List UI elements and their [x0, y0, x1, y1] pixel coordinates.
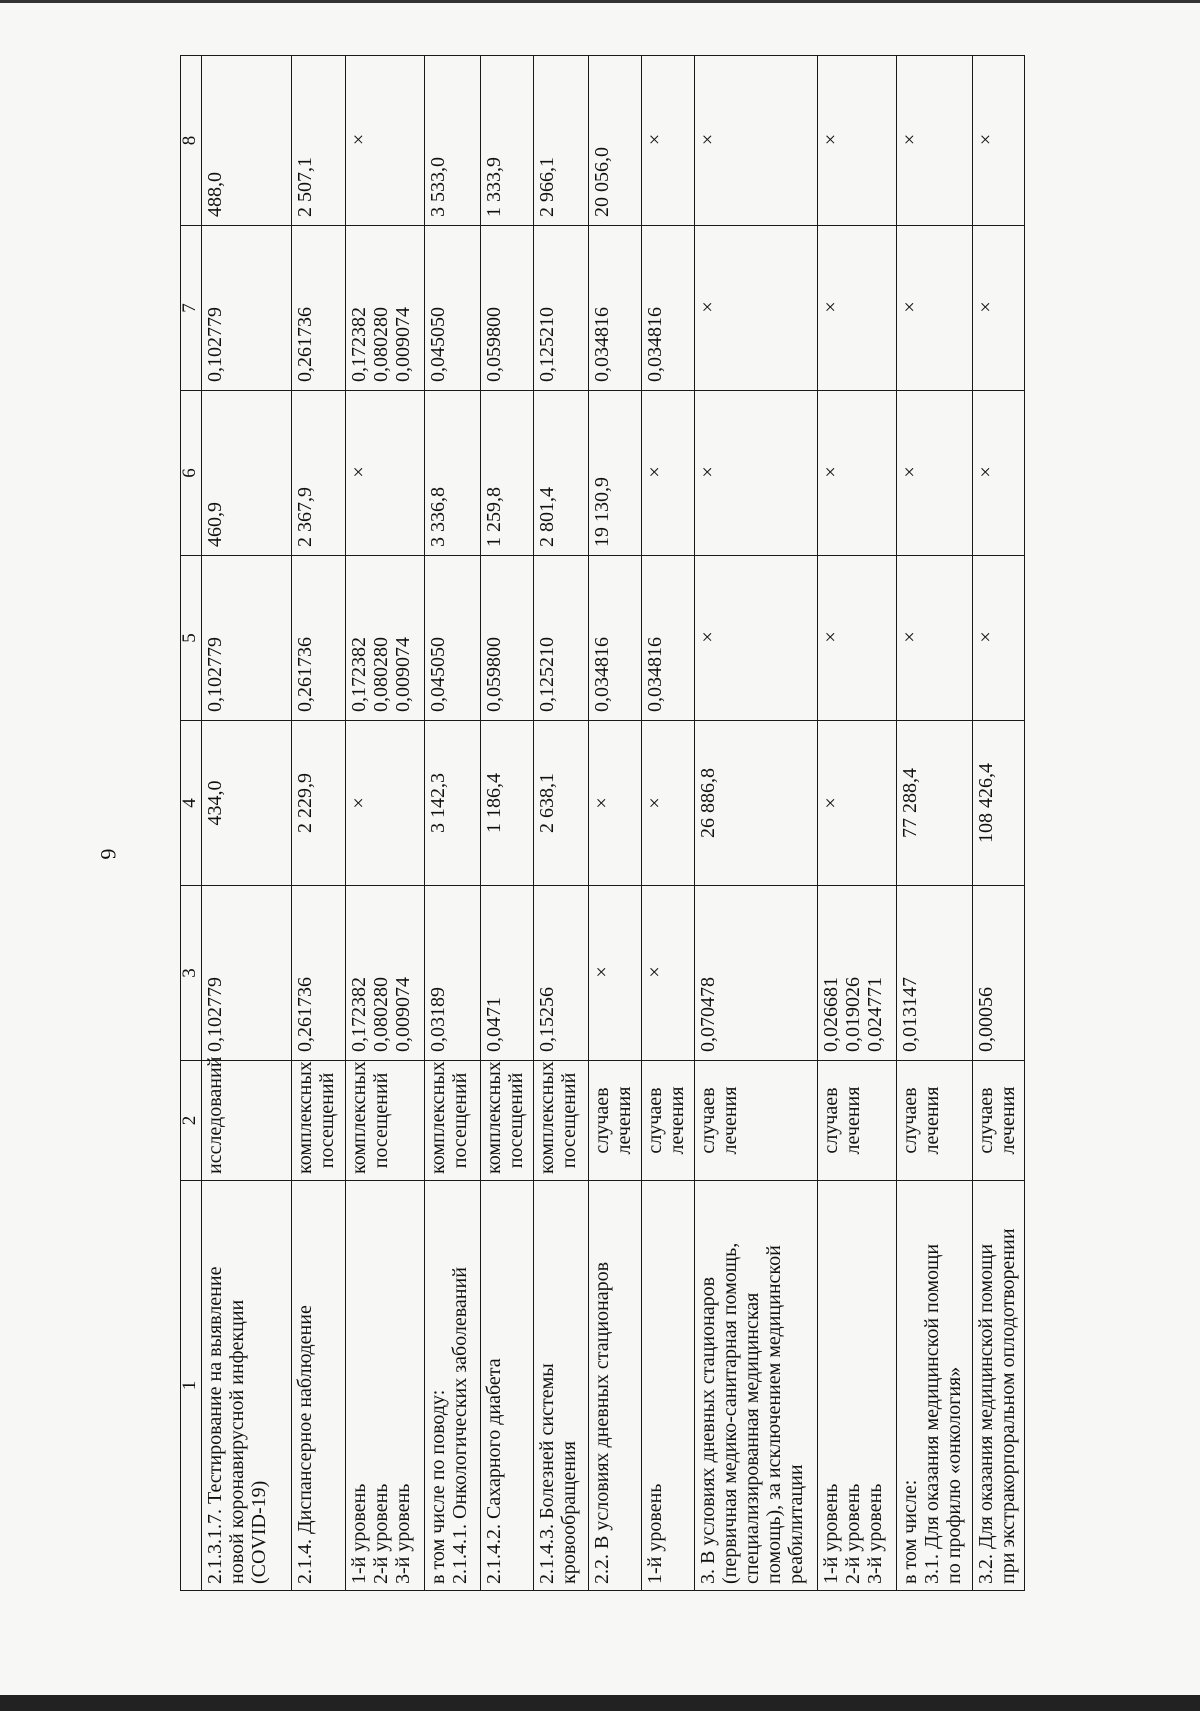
- cell-line: 0,172382: [347, 307, 370, 382]
- value-cell: ×: [897, 56, 972, 226]
- row-label-cell: [345, 1181, 425, 1591]
- column-header: 2: [181, 1061, 202, 1181]
- cell-line: комплексных: [535, 1061, 558, 1174]
- cell-line: 0,0471: [482, 997, 505, 1052]
- cell-line: ×: [819, 631, 842, 643]
- table-row: [642, 56, 695, 1591]
- page-number: 6: [96, 848, 121, 860]
- cell-line: ×: [697, 631, 720, 643]
- cell-line: 0,15256: [535, 987, 558, 1052]
- cell-line: 2.1.4.1. Онкологических заболеваний: [449, 1267, 472, 1584]
- cell-line: 0,034816: [590, 637, 613, 712]
- value-cell: [292, 226, 345, 391]
- cell-line: 0,080280: [369, 977, 392, 1052]
- cell-line: случаев: [590, 1087, 613, 1154]
- unit-cell: [292, 1061, 345, 1181]
- value-cell: ×: [642, 721, 695, 886]
- unit-cell: [972, 1061, 1024, 1181]
- value-cell: [480, 556, 533, 721]
- cell-line: комплексных: [427, 1061, 450, 1174]
- cell-line: 0,080280: [369, 637, 392, 712]
- cell-line: случаев: [697, 1087, 720, 1154]
- unit-cell: [345, 1061, 425, 1181]
- cell-line: 0,00056: [974, 987, 997, 1052]
- table-row: [292, 56, 345, 1591]
- value-cell: 460,9: [202, 391, 292, 556]
- table-row: [972, 56, 1024, 1591]
- cell-line: 0,034816: [644, 637, 667, 712]
- row-label-cell: [972, 1181, 1024, 1591]
- value-cell: [588, 556, 641, 721]
- cell-line: 0,013147: [899, 977, 922, 1052]
- cell-line: лечения: [841, 1086, 864, 1155]
- cell-line: лечения: [719, 1086, 742, 1155]
- header-row: [181, 56, 202, 1591]
- value-cell: ×: [817, 721, 897, 886]
- value-cell: [533, 226, 588, 391]
- value-cell: [533, 556, 588, 721]
- cell-line: 0,059800: [482, 637, 505, 712]
- cell-line: посещений: [369, 1072, 392, 1169]
- cell-line: случаев: [644, 1087, 667, 1154]
- value-cell: 2 507,1: [292, 56, 345, 226]
- table-body: [202, 56, 1025, 1591]
- row-label-cell: [642, 1181, 695, 1591]
- value-cell: [817, 226, 897, 391]
- cell-line: ×: [644, 966, 667, 978]
- cell-line: 0,034816: [644, 307, 667, 382]
- table-row: [345, 56, 425, 1591]
- cell-line: лечения: [996, 1086, 1019, 1155]
- value-cell: ×: [642, 391, 695, 556]
- cell-line: лечения: [666, 1086, 689, 1155]
- value-cell: [695, 886, 817, 1061]
- cell-line: 2.1.4. Диспансерное наблюдение: [294, 1305, 317, 1584]
- value-cell: ×: [897, 391, 972, 556]
- value-cell: 3 336,8: [425, 391, 480, 556]
- cell-line: специализированная медицинская: [741, 1292, 764, 1584]
- value-cell: 434,0: [202, 721, 292, 886]
- cell-line: посещений: [449, 1072, 472, 1169]
- cell-line: 1-й уровень: [819, 1483, 842, 1584]
- value-cell: [695, 556, 817, 721]
- cell-line: 2-й уровень: [841, 1483, 864, 1584]
- scan-edge-top: [0, 0, 1200, 3]
- cell-line: исследований: [204, 1056, 226, 1174]
- column-header: 4: [181, 721, 202, 886]
- cell-line: в том числе по поводу:: [427, 1389, 450, 1584]
- cell-line: помощь), за исключением медицинской: [763, 1245, 786, 1584]
- value-cell: [972, 226, 1024, 391]
- cell-line: 0,102779: [204, 307, 226, 382]
- value-cell: [642, 886, 695, 1061]
- value-cell: ×: [972, 56, 1024, 226]
- unit-cell: [695, 1061, 817, 1181]
- value-cell: [425, 226, 480, 391]
- value-cell: [345, 556, 425, 721]
- unit-cell: [202, 1056, 292, 1181]
- cell-line: 0,261736: [294, 977, 317, 1052]
- cell-line: ×: [819, 301, 842, 313]
- table-row: [425, 56, 480, 1591]
- cell-line: 3. В условиях дневных стационаров: [697, 1276, 720, 1584]
- cell-line: 0,261736: [294, 637, 317, 712]
- cell-line: 0,125210: [535, 307, 558, 382]
- row-label-cell: [202, 1181, 292, 1591]
- unit-cell: [817, 1061, 897, 1181]
- column-header: 5: [181, 556, 202, 721]
- unit-cell: [533, 1061, 588, 1181]
- unit-cell: [642, 1061, 695, 1181]
- value-cell: 2 966,1: [533, 56, 588, 226]
- cell-line: 0,172382: [347, 977, 370, 1052]
- rotated-table-wrapper: [180, 56, 1025, 1591]
- value-cell: [972, 556, 1024, 721]
- column-header: 3: [181, 886, 202, 1061]
- table-row: [480, 56, 533, 1591]
- cell-line: ×: [974, 631, 997, 643]
- cell-line: 1-й уровень: [644, 1483, 667, 1584]
- value-cell: [345, 226, 425, 391]
- volume-standards-table: [180, 55, 1025, 1591]
- row-label-cell: [588, 1181, 641, 1591]
- cell-line: 0,080280: [369, 307, 392, 382]
- cell-line: 0,03189: [427, 987, 450, 1052]
- cell-line: (COVID-19): [248, 1480, 270, 1584]
- value-cell: [642, 226, 695, 391]
- row-label-cell: [695, 1181, 817, 1591]
- value-cell: [897, 226, 972, 391]
- value-cell: [292, 556, 345, 721]
- unit-cell: [897, 1061, 972, 1181]
- value-cell: [972, 886, 1024, 1061]
- value-cell: 1 333,9: [480, 56, 533, 226]
- cell-line: 0,045050: [427, 637, 450, 712]
- value-cell: 3 533,0: [425, 56, 480, 226]
- value-cell: 2 638,1: [533, 721, 588, 886]
- row-label-cell: [533, 1181, 588, 1591]
- cell-line: 0,034816: [590, 307, 613, 382]
- cell-line: случаев: [819, 1087, 842, 1154]
- cell-line: лечения: [612, 1086, 635, 1155]
- value-cell: [202, 556, 292, 721]
- column-header: 8: [181, 56, 202, 226]
- value-cell: ×: [817, 391, 897, 556]
- value-cell: [897, 886, 972, 1061]
- cell-line: 3.2. Для оказания медицинской помощи: [974, 1243, 997, 1584]
- column-header: 7: [181, 226, 202, 391]
- table-row: [695, 56, 817, 1591]
- value-cell: [202, 226, 292, 391]
- value-cell: 77 288,4: [897, 721, 972, 886]
- cell-line: 0,070478: [697, 977, 720, 1052]
- value-cell: 26 886,8: [695, 721, 817, 886]
- value-cell: [425, 886, 480, 1061]
- cell-line: 0,172382: [347, 637, 370, 712]
- unit-cell: [480, 1061, 533, 1181]
- cell-line: новой коронавирусной инфекции: [226, 1299, 248, 1584]
- cell-line: 3-й уровень: [863, 1483, 886, 1584]
- table-row: [897, 56, 972, 1591]
- cell-line: ×: [899, 631, 922, 643]
- cell-line: (первичная медико-санитарная помощь,: [719, 1242, 742, 1584]
- cell-line: 0,261736: [294, 307, 317, 382]
- value-cell: ×: [588, 721, 641, 886]
- value-cell: 1 186,4: [480, 721, 533, 886]
- value-cell: [533, 886, 588, 1061]
- row-label-cell: [817, 1181, 897, 1591]
- cell-line: при экстракорпоральном оплодотворении: [996, 1228, 1019, 1584]
- cell-line: 0,009074: [391, 637, 414, 712]
- value-cell: 108 426,4: [972, 721, 1024, 886]
- cell-line: 0,009074: [391, 307, 414, 382]
- cell-line: 3.1. Для оказания медицинской помощи: [921, 1243, 944, 1584]
- cell-line: 0,019026: [841, 977, 864, 1052]
- value-cell: [817, 556, 897, 721]
- value-cell: [588, 226, 641, 391]
- value-cell: [480, 886, 533, 1061]
- row-label-cell: [292, 1181, 345, 1591]
- table-row: [533, 56, 588, 1591]
- cell-line: 2.1.3.1.7. Тестирование на выявление: [204, 1266, 226, 1584]
- value-cell: 1 259,8: [480, 391, 533, 556]
- cell-line: ×: [590, 966, 613, 978]
- unit-cell: [425, 1061, 480, 1181]
- cell-line: 0,059800: [482, 307, 505, 382]
- row-label-cell: [897, 1181, 972, 1591]
- value-cell: 2 229,9: [292, 721, 345, 886]
- cell-line: случаев: [974, 1087, 997, 1154]
- value-cell: 488,0: [202, 56, 292, 226]
- value-cell: [480, 226, 533, 391]
- table-row: [817, 56, 897, 1591]
- cell-line: 2.2. В условиях дневных стационаров: [590, 1261, 613, 1584]
- cell-line: реабилитации: [785, 1464, 808, 1584]
- table-row: [202, 56, 292, 1591]
- value-cell: ×: [345, 56, 425, 226]
- value-cell: 20 056,0: [588, 56, 641, 226]
- value-cell: [897, 556, 972, 721]
- cell-line: 0,102779: [204, 637, 226, 712]
- value-cell: [425, 556, 480, 721]
- value-cell: [695, 226, 817, 391]
- value-cell: [202, 886, 292, 1061]
- scan-edge-bottom: [0, 1695, 1200, 1711]
- value-cell: ×: [817, 56, 897, 226]
- cell-line: 2-й уровень: [369, 1483, 392, 1584]
- cell-line: 0,045050: [427, 307, 450, 382]
- cell-line: ×: [899, 301, 922, 313]
- value-cell: ×: [695, 56, 817, 226]
- cell-line: комплексных: [482, 1061, 505, 1174]
- cell-line: 2.1.4.2. Сахарного диабета: [482, 1358, 505, 1584]
- cell-line: 0,009074: [391, 977, 414, 1052]
- value-cell: 2 801,4: [533, 391, 588, 556]
- cell-line: по профилю «онкология»: [943, 1366, 966, 1584]
- cell-line: комплексных: [294, 1061, 317, 1174]
- cell-line: 3-й уровень: [391, 1483, 414, 1584]
- value-cell: [588, 886, 641, 1061]
- cell-line: 0,125210: [535, 637, 558, 712]
- column-header: 6: [181, 391, 202, 556]
- cell-line: случаев: [899, 1087, 922, 1154]
- value-cell: ×: [345, 391, 425, 556]
- cell-line: ×: [697, 301, 720, 313]
- value-cell: [292, 886, 345, 1061]
- value-cell: ×: [972, 391, 1024, 556]
- cell-line: посещений: [557, 1072, 580, 1169]
- cell-line: кровообращения: [557, 1441, 580, 1584]
- cell-line: 0,102779: [204, 977, 226, 1052]
- cell-line: 2.1.4.3. Болезней системы: [535, 1363, 558, 1584]
- table-row: [588, 56, 641, 1591]
- cell-line: лечения: [921, 1086, 944, 1155]
- value-cell: [817, 886, 897, 1061]
- cell-line: посещений: [504, 1072, 527, 1169]
- column-header: 1: [181, 1181, 202, 1591]
- cell-line: посещений: [316, 1072, 339, 1169]
- value-cell: 2 367,9: [292, 391, 345, 556]
- row-label-cell: [480, 1181, 533, 1591]
- value-cell: [642, 556, 695, 721]
- value-cell: ×: [642, 56, 695, 226]
- value-cell: ×: [695, 391, 817, 556]
- value-cell: 3 142,3: [425, 721, 480, 886]
- cell-line: в том числе:: [899, 1479, 922, 1584]
- unit-cell: [588, 1061, 641, 1181]
- row-label-cell: [425, 1181, 480, 1591]
- cell-line: 0,024771: [863, 977, 886, 1052]
- value-cell: [345, 886, 425, 1061]
- cell-line: комплексных: [347, 1061, 370, 1174]
- cell-line: 1-й уровень: [347, 1483, 370, 1584]
- value-cell: 19 130,9: [588, 391, 641, 556]
- cell-line: ×: [974, 301, 997, 313]
- cell-line: 0,026681: [819, 977, 842, 1052]
- value-cell: ×: [345, 721, 425, 886]
